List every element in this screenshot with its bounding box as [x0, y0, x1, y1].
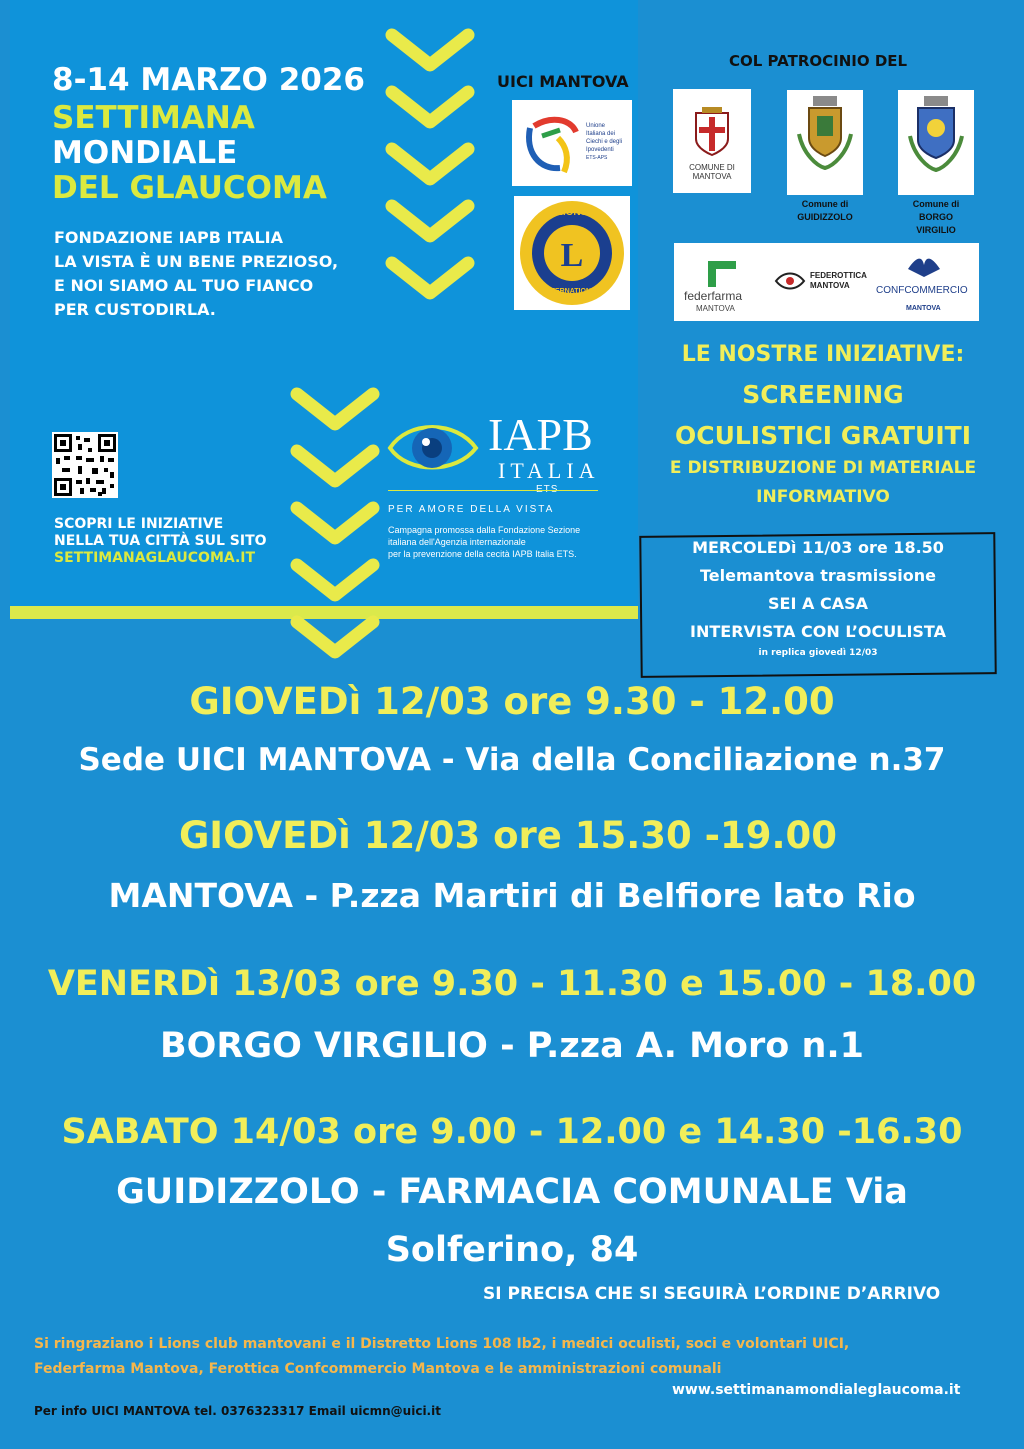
chevron-down-icon — [297, 565, 373, 595]
chevron-down-icon — [392, 35, 468, 65]
borgo-virgilio-crest-icon — [904, 94, 968, 190]
chevron-down-icon — [297, 622, 373, 652]
event-3-when: VENERDì 13/03 ore 9.30 - 11.30 e 15.00 - 18.00 — [47, 964, 977, 1004]
chevron-down-icon — [297, 508, 373, 538]
tv-replica: in replica giovedì 12/03 — [758, 648, 878, 658]
iapb-divider — [388, 490, 598, 491]
initiatives-distribution: E DISTRIBUZIONE DI MATERIALE — [669, 458, 977, 478]
contact-info: Per info UICI MANTOVA tel. 0376323317 Email uicmn@uici.it — [34, 1404, 441, 1418]
event-1-where: Sede UICI MANTOVA - Via della Conciliazione n.37 — [78, 742, 946, 778]
website-link[interactable]: www.settimanamondialeglaucoma.it — [672, 1382, 961, 1398]
tv-interview: INTERVISTA CON L’OCULISTA — [690, 622, 946, 641]
event-2-when: GIOVEDì 12/03 ore 15.30 -19.00 — [178, 814, 838, 857]
foundation-text: FONDAZIONE IAPB ITALIA LA VISTA È UN BENE PREZIOSO, E NOI SIAMO AL TUO FIANCO PER CUSTODIRLA. — [54, 228, 339, 319]
iapb-campaign-text: Campagna promossa dalla Fondazione Sezione italiana dell'Agenzia internazionale per la prevenzione della cecità IAPB Italia ETS. — [388, 525, 581, 559]
initiatives-informativo: INFORMATIVO — [756, 487, 890, 507]
qr-code-icon[interactable] — [52, 432, 118, 498]
iapb-motto: PER AMORE DELLA VISTA — [388, 504, 555, 515]
confcommercio-eagle-icon — [906, 251, 942, 279]
initiatives-screening: SCREENING — [742, 380, 904, 409]
event-4-when: SABATO 14/03 ore 9.00 - 12.00 e 14.30 -16.30 — [61, 1112, 963, 1152]
federottica-eye-icon — [774, 271, 806, 291]
svg-text:L: L — [560, 237, 584, 274]
borgo-virgilio-label: Comune di BORGO VIRGILIO — [912, 199, 960, 235]
sponsors-logo-strip: federfarma MANTOVA FEDEROTTICA MANTOVA CONFCOMMERCIO MANTOVA — [674, 243, 979, 321]
site-link[interactable]: SETTIMANAGLAUCOMA.IT — [54, 550, 256, 566]
event-1-when: GIOVEDì 12/03 ore 9.30 - 12.00 — [189, 680, 835, 723]
guidizzolo-logo — [787, 90, 863, 195]
discover-text: SCOPRI LE INIZIATIVE NELLA TUA CITTÀ SUL SITO — [54, 516, 267, 549]
tv-channel: Telemantova trasmissione — [699, 566, 937, 585]
borgo-virgilio-logo — [898, 90, 974, 195]
chevron-down-icon — [392, 263, 468, 293]
chevron-down-icon — [392, 149, 468, 179]
guidizzolo-label: Comune di GUIDIZZOLO — [797, 199, 853, 222]
initiatives-heading: LE NOSTRE INIZIATIVE: — [681, 342, 965, 367]
uici-emblem-icon — [520, 108, 584, 178]
mantova-crest-icon — [690, 105, 734, 159]
guidizzolo-crest-icon — [793, 94, 857, 190]
lions-logo: L LIONS INTERNATIONAL — [514, 196, 630, 310]
comune-mantova-logo: COMUNE DI MANTOVA — [673, 89, 751, 193]
chevron-down-icon — [297, 394, 373, 424]
uici-logo: Unione Italiana dei Ciechi e degli Ipovedenti ETS-APS — [512, 100, 632, 186]
chevron-down-icon — [297, 451, 373, 481]
iapb-country: ITALIA — [498, 458, 600, 483]
chevron-down-icon — [392, 92, 468, 122]
event-4-where-line-2: Solferino, 84 — [385, 1230, 639, 1270]
chevron-column-top — [380, 20, 480, 320]
tv-date: MERCOLEDì 11/03 ore 18.50 — [692, 538, 944, 557]
event-4-where-line-1: GUIDIZZOLO - FARMACIA COMUNALE Via — [116, 1172, 908, 1212]
tv-show: SEI A CASA — [768, 594, 868, 613]
chevron-down-icon — [392, 206, 468, 236]
title-line-2: MONDIALE — [52, 135, 238, 171]
initiatives-oculistici: OCULISTICI GRATUITI — [674, 421, 972, 450]
patronage-title: COL PATROCINIO DEL — [729, 52, 908, 70]
event-3-where: BORGO VIRGILIO - P.zza A. Moro n.1 — [159, 1026, 865, 1066]
chevron-column-bottom — [285, 380, 385, 680]
title-line-3: DEL GLAUCOMA — [52, 170, 327, 206]
event-dates: 8-14 MARZO 2026 — [52, 62, 365, 98]
event-2-where: MANTOVA - P.zza Martiri di Belfiore lato Rio — [108, 876, 916, 915]
iapb-eye-logo-icon — [386, 412, 482, 484]
arrival-order-note: SI PRECISA CHE SI SEGUIRÀ L’ORDINE D’ARRIVO — [483, 1284, 941, 1304]
thanks-text: Si ringraziano i Lions club mantovani e il Distretto Lions 108 Ib2, i medici oculisti, soci e volontari UICI, Federfarma Mantova, Ferottica Confcommercio Mantova e le amministrazioni comunali — [34, 1336, 850, 1377]
uici-title: UICI MANTOVA — [497, 72, 629, 91]
iapb-name: IAPB — [488, 409, 593, 460]
title-line-1: SETTIMANA — [52, 100, 255, 136]
